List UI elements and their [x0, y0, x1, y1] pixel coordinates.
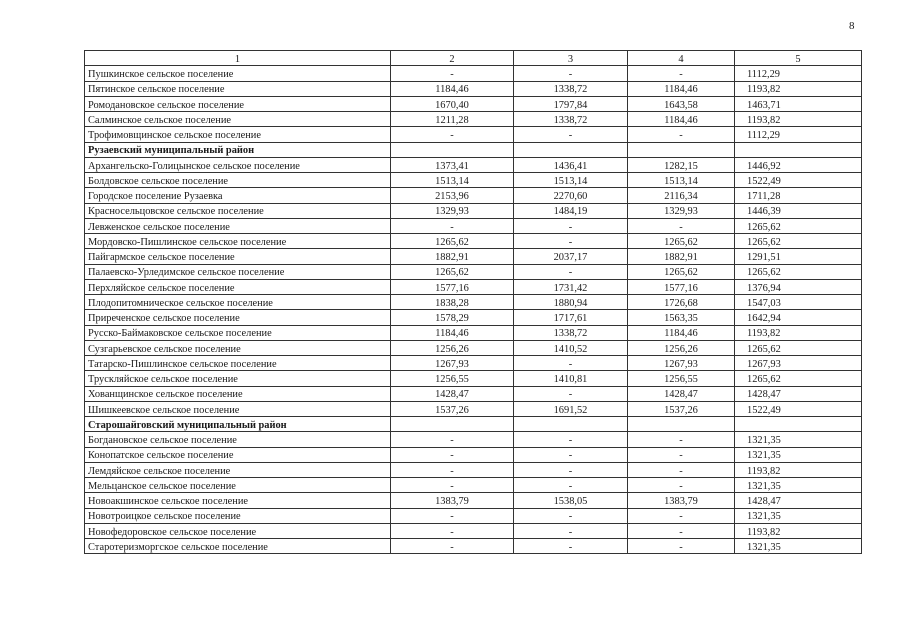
value-col-5: 1428,47: [735, 493, 862, 508]
value-col-3: -: [514, 462, 628, 477]
column-header-4: 4: [628, 51, 735, 66]
value-col-5: 1112,29: [735, 127, 862, 142]
value-col-3: -: [514, 356, 628, 371]
value-col-5: 1193,82: [735, 462, 862, 477]
table-row: [85, 478, 862, 493]
value-col-5: 1321,35: [735, 432, 862, 447]
value-col-2: -: [391, 447, 514, 462]
value-col-2: 1882,91: [391, 249, 514, 264]
value-col-3: 1538,05: [514, 493, 628, 508]
tariff-table: [84, 50, 862, 554]
table-row: [85, 112, 862, 127]
value-col-4: 1643,58: [628, 96, 735, 111]
value-col-5: 1428,47: [735, 386, 862, 401]
value-col-5: 1265,62: [735, 371, 862, 386]
value-col-3: -: [514, 432, 628, 447]
settlement-name: Татарско-Пишлинское сельское поселение: [85, 356, 391, 371]
value-col-4: 1383,79: [628, 493, 735, 508]
table-row: [85, 371, 862, 386]
value-col-5: 1193,82: [735, 81, 862, 96]
value-col-4: 1329,93: [628, 203, 735, 218]
value-col-4: -: [628, 539, 735, 554]
settlement-name: Мельцанское сельское поселение: [85, 478, 391, 493]
table-row: [85, 508, 862, 523]
empty-cell: [514, 417, 628, 432]
page-number: 8: [849, 20, 855, 32]
settlement-name: Хованщинское сельское поселение: [85, 386, 391, 401]
value-col-3: 1338,72: [514, 81, 628, 96]
table-row: [85, 188, 862, 203]
value-col-3: 1880,94: [514, 295, 628, 310]
table-row: [85, 295, 862, 310]
value-col-3: 1338,72: [514, 325, 628, 340]
table-row: [85, 447, 862, 462]
value-col-4: 1256,26: [628, 340, 735, 355]
value-col-4: -: [628, 218, 735, 233]
value-col-5: 1376,94: [735, 279, 862, 294]
value-col-4: 1267,93: [628, 356, 735, 371]
table-row: [85, 356, 862, 371]
value-col-3: 1484,19: [514, 203, 628, 218]
settlement-name: Лемдяйское сельское поселение: [85, 462, 391, 477]
value-col-3: -: [514, 127, 628, 142]
value-col-2: 1256,55: [391, 371, 514, 386]
value-col-3: 2270,60: [514, 188, 628, 203]
table-body: [85, 66, 862, 554]
value-col-2: 1670,40: [391, 96, 514, 111]
value-col-2: -: [391, 218, 514, 233]
district-name: Рузаевский муниципальный район: [85, 142, 391, 157]
value-col-3: -: [514, 447, 628, 462]
settlement-name: Перхляйское сельское поселение: [85, 279, 391, 294]
table-row: [85, 493, 862, 508]
value-col-4: 2116,34: [628, 188, 735, 203]
table-row: [85, 523, 862, 538]
settlement-name: Русско-Баймаковское сельское поселение: [85, 325, 391, 340]
value-col-2: -: [391, 508, 514, 523]
table-row: [85, 279, 862, 294]
value-col-3: -: [514, 66, 628, 81]
table-row: [85, 96, 862, 111]
empty-cell: [735, 142, 862, 157]
settlement-name: Ромодановское сельское поселение: [85, 96, 391, 111]
value-col-2: -: [391, 462, 514, 477]
value-col-2: 1428,47: [391, 386, 514, 401]
value-col-4: -: [628, 478, 735, 493]
value-col-2: 1184,46: [391, 325, 514, 340]
value-col-4: 1577,16: [628, 279, 735, 294]
value-col-3: 1410,52: [514, 340, 628, 355]
settlement-name: Шишкеевское сельское поселение: [85, 401, 391, 416]
district-name: Старошайговский муниципальный район: [85, 417, 391, 432]
table-row: [85, 249, 862, 264]
value-col-4: -: [628, 508, 735, 523]
value-col-5: 1446,92: [735, 157, 862, 172]
settlement-name: Новотроицкое сельское поселение: [85, 508, 391, 523]
value-col-2: 1577,16: [391, 279, 514, 294]
value-col-2: 1383,79: [391, 493, 514, 508]
value-col-5: 1265,62: [735, 234, 862, 249]
value-col-4: -: [628, 462, 735, 477]
value-col-2: 1578,29: [391, 310, 514, 325]
value-col-4: -: [628, 66, 735, 81]
table-row: [85, 340, 862, 355]
value-col-4: 1282,15: [628, 157, 735, 172]
value-col-5: 1265,62: [735, 218, 862, 233]
value-col-4: -: [628, 447, 735, 462]
value-col-2: -: [391, 127, 514, 142]
empty-cell: [628, 417, 735, 432]
table-row: [85, 386, 862, 401]
value-col-5: 1522,49: [735, 173, 862, 188]
value-col-4: 1265,62: [628, 234, 735, 249]
settlement-name: Красносельцовское сельское поселение: [85, 203, 391, 218]
settlement-name: Плодопитомническое сельское поселение: [85, 295, 391, 310]
empty-cell: [735, 417, 862, 432]
value-col-2: -: [391, 66, 514, 81]
settlement-name: Пайгармское сельское поселение: [85, 249, 391, 264]
value-col-5: 1193,82: [735, 325, 862, 340]
settlement-name: Пятинское сельское поселение: [85, 81, 391, 96]
value-col-4: -: [628, 127, 735, 142]
settlement-name: Новоакшинское сельское поселение: [85, 493, 391, 508]
value-col-2: 1265,62: [391, 234, 514, 249]
value-col-4: 1882,91: [628, 249, 735, 264]
value-col-4: 1428,47: [628, 386, 735, 401]
district-header-row: [85, 417, 862, 432]
value-col-2: 1256,26: [391, 340, 514, 355]
value-col-5: 1193,82: [735, 523, 862, 538]
value-col-5: 1547,03: [735, 295, 862, 310]
value-col-4: 1265,62: [628, 264, 735, 279]
value-col-3: 2037,17: [514, 249, 628, 264]
value-col-3: 1410,81: [514, 371, 628, 386]
value-col-5: 1522,49: [735, 401, 862, 416]
value-col-2: 1267,93: [391, 356, 514, 371]
value-col-3: -: [514, 478, 628, 493]
table-header-row: [85, 51, 862, 66]
value-col-2: -: [391, 539, 514, 554]
value-col-3: -: [514, 264, 628, 279]
value-col-5: 1463,71: [735, 96, 862, 111]
value-col-4: 1256,55: [628, 371, 735, 386]
value-col-3: -: [514, 234, 628, 249]
value-col-2: 1184,46: [391, 81, 514, 96]
settlement-name: Мордовско-Пишлинское сельское поселение: [85, 234, 391, 249]
value-col-4: 1184,46: [628, 112, 735, 127]
settlement-name: Болдовское сельское поселение: [85, 173, 391, 188]
empty-cell: [514, 142, 628, 157]
value-col-5: 1267,93: [735, 356, 862, 371]
value-col-2: 1537,26: [391, 401, 514, 416]
value-col-5: 1291,51: [735, 249, 862, 264]
value-col-2: 2153,96: [391, 188, 514, 203]
value-col-3: -: [514, 539, 628, 554]
value-col-3: -: [514, 508, 628, 523]
value-col-4: 1726,68: [628, 295, 735, 310]
value-col-5: 1642,94: [735, 310, 862, 325]
value-col-3: -: [514, 386, 628, 401]
settlement-name: Конопатское сельское поселение: [85, 447, 391, 462]
value-col-3: -: [514, 218, 628, 233]
column-header-2: 2: [391, 51, 514, 66]
column-header-5: 5: [735, 51, 862, 66]
table-row: [85, 173, 862, 188]
value-col-5: 1265,62: [735, 264, 862, 279]
value-col-2: 1329,93: [391, 203, 514, 218]
value-col-5: 1711,28: [735, 188, 862, 203]
value-col-3: 1436,41: [514, 157, 628, 172]
value-col-2: -: [391, 478, 514, 493]
settlement-name: Трофимовщинское сельское поселение: [85, 127, 391, 142]
table-row: [85, 432, 862, 447]
settlement-name: Новофедоровское сельское поселение: [85, 523, 391, 538]
value-col-3: 1513,14: [514, 173, 628, 188]
table-row: [85, 310, 862, 325]
settlement-name: Архангельско-Голицынское сельское поселение: [85, 157, 391, 172]
settlement-name: Салминское сельское поселение: [85, 112, 391, 127]
table-row: [85, 325, 862, 340]
value-col-5: 1321,35: [735, 539, 862, 554]
value-col-3: 1797,84: [514, 96, 628, 111]
value-col-3: 1338,72: [514, 112, 628, 127]
value-col-5: 1321,35: [735, 478, 862, 493]
table-row: [85, 66, 862, 81]
district-header-row: [85, 142, 862, 157]
table-row: [85, 218, 862, 233]
empty-cell: [391, 417, 514, 432]
value-col-4: 1513,14: [628, 173, 735, 188]
settlement-name: Сузгарьевское сельское поселение: [85, 340, 391, 355]
value-col-3: -: [514, 523, 628, 538]
value-col-5: 1446,39: [735, 203, 862, 218]
value-col-3: 1717,61: [514, 310, 628, 325]
settlement-name: Левженское сельское поселение: [85, 218, 391, 233]
table-row: [85, 81, 862, 96]
table-row: [85, 539, 862, 554]
value-col-2: 1513,14: [391, 173, 514, 188]
table-row: [85, 264, 862, 279]
value-col-5: 1265,62: [735, 340, 862, 355]
value-col-2: 1373,41: [391, 157, 514, 172]
value-col-5: 1321,35: [735, 508, 862, 523]
settlement-name: Пушкинское сельское поселение: [85, 66, 391, 81]
value-col-3: 1691,52: [514, 401, 628, 416]
tariff-table-container: [84, 50, 861, 554]
value-col-4: -: [628, 432, 735, 447]
settlement-name: Старотеризморгское сельское поселение: [85, 539, 391, 554]
settlement-name: Городское поселение Рузаевка: [85, 188, 391, 203]
table-row: [85, 462, 862, 477]
settlement-name: Богдановское сельское поселение: [85, 432, 391, 447]
value-col-5: 1193,82: [735, 112, 862, 127]
table-row: [85, 234, 862, 249]
column-header-3: 3: [514, 51, 628, 66]
value-col-4: 1184,46: [628, 325, 735, 340]
table-row: [85, 157, 862, 172]
table-row: [85, 401, 862, 416]
column-header-1: 1: [85, 51, 391, 66]
value-col-4: -: [628, 523, 735, 538]
settlement-name: Трускляйское сельское поселение: [85, 371, 391, 386]
table-row: [85, 203, 862, 218]
value-col-5: 1112,29: [735, 66, 862, 81]
settlement-name: Приреченское сельское поселение: [85, 310, 391, 325]
settlement-name: Палаевско-Урледимское сельское поселение: [85, 264, 391, 279]
empty-cell: [391, 142, 514, 157]
value-col-2: 1211,28: [391, 112, 514, 127]
value-col-4: 1537,26: [628, 401, 735, 416]
value-col-2: -: [391, 523, 514, 538]
value-col-4: 1563,35: [628, 310, 735, 325]
value-col-2: 1838,28: [391, 295, 514, 310]
value-col-2: -: [391, 432, 514, 447]
value-col-5: 1321,35: [735, 447, 862, 462]
value-col-2: 1265,62: [391, 264, 514, 279]
empty-cell: [628, 142, 735, 157]
value-col-3: 1731,42: [514, 279, 628, 294]
table-row: [85, 127, 862, 142]
value-col-4: 1184,46: [628, 81, 735, 96]
